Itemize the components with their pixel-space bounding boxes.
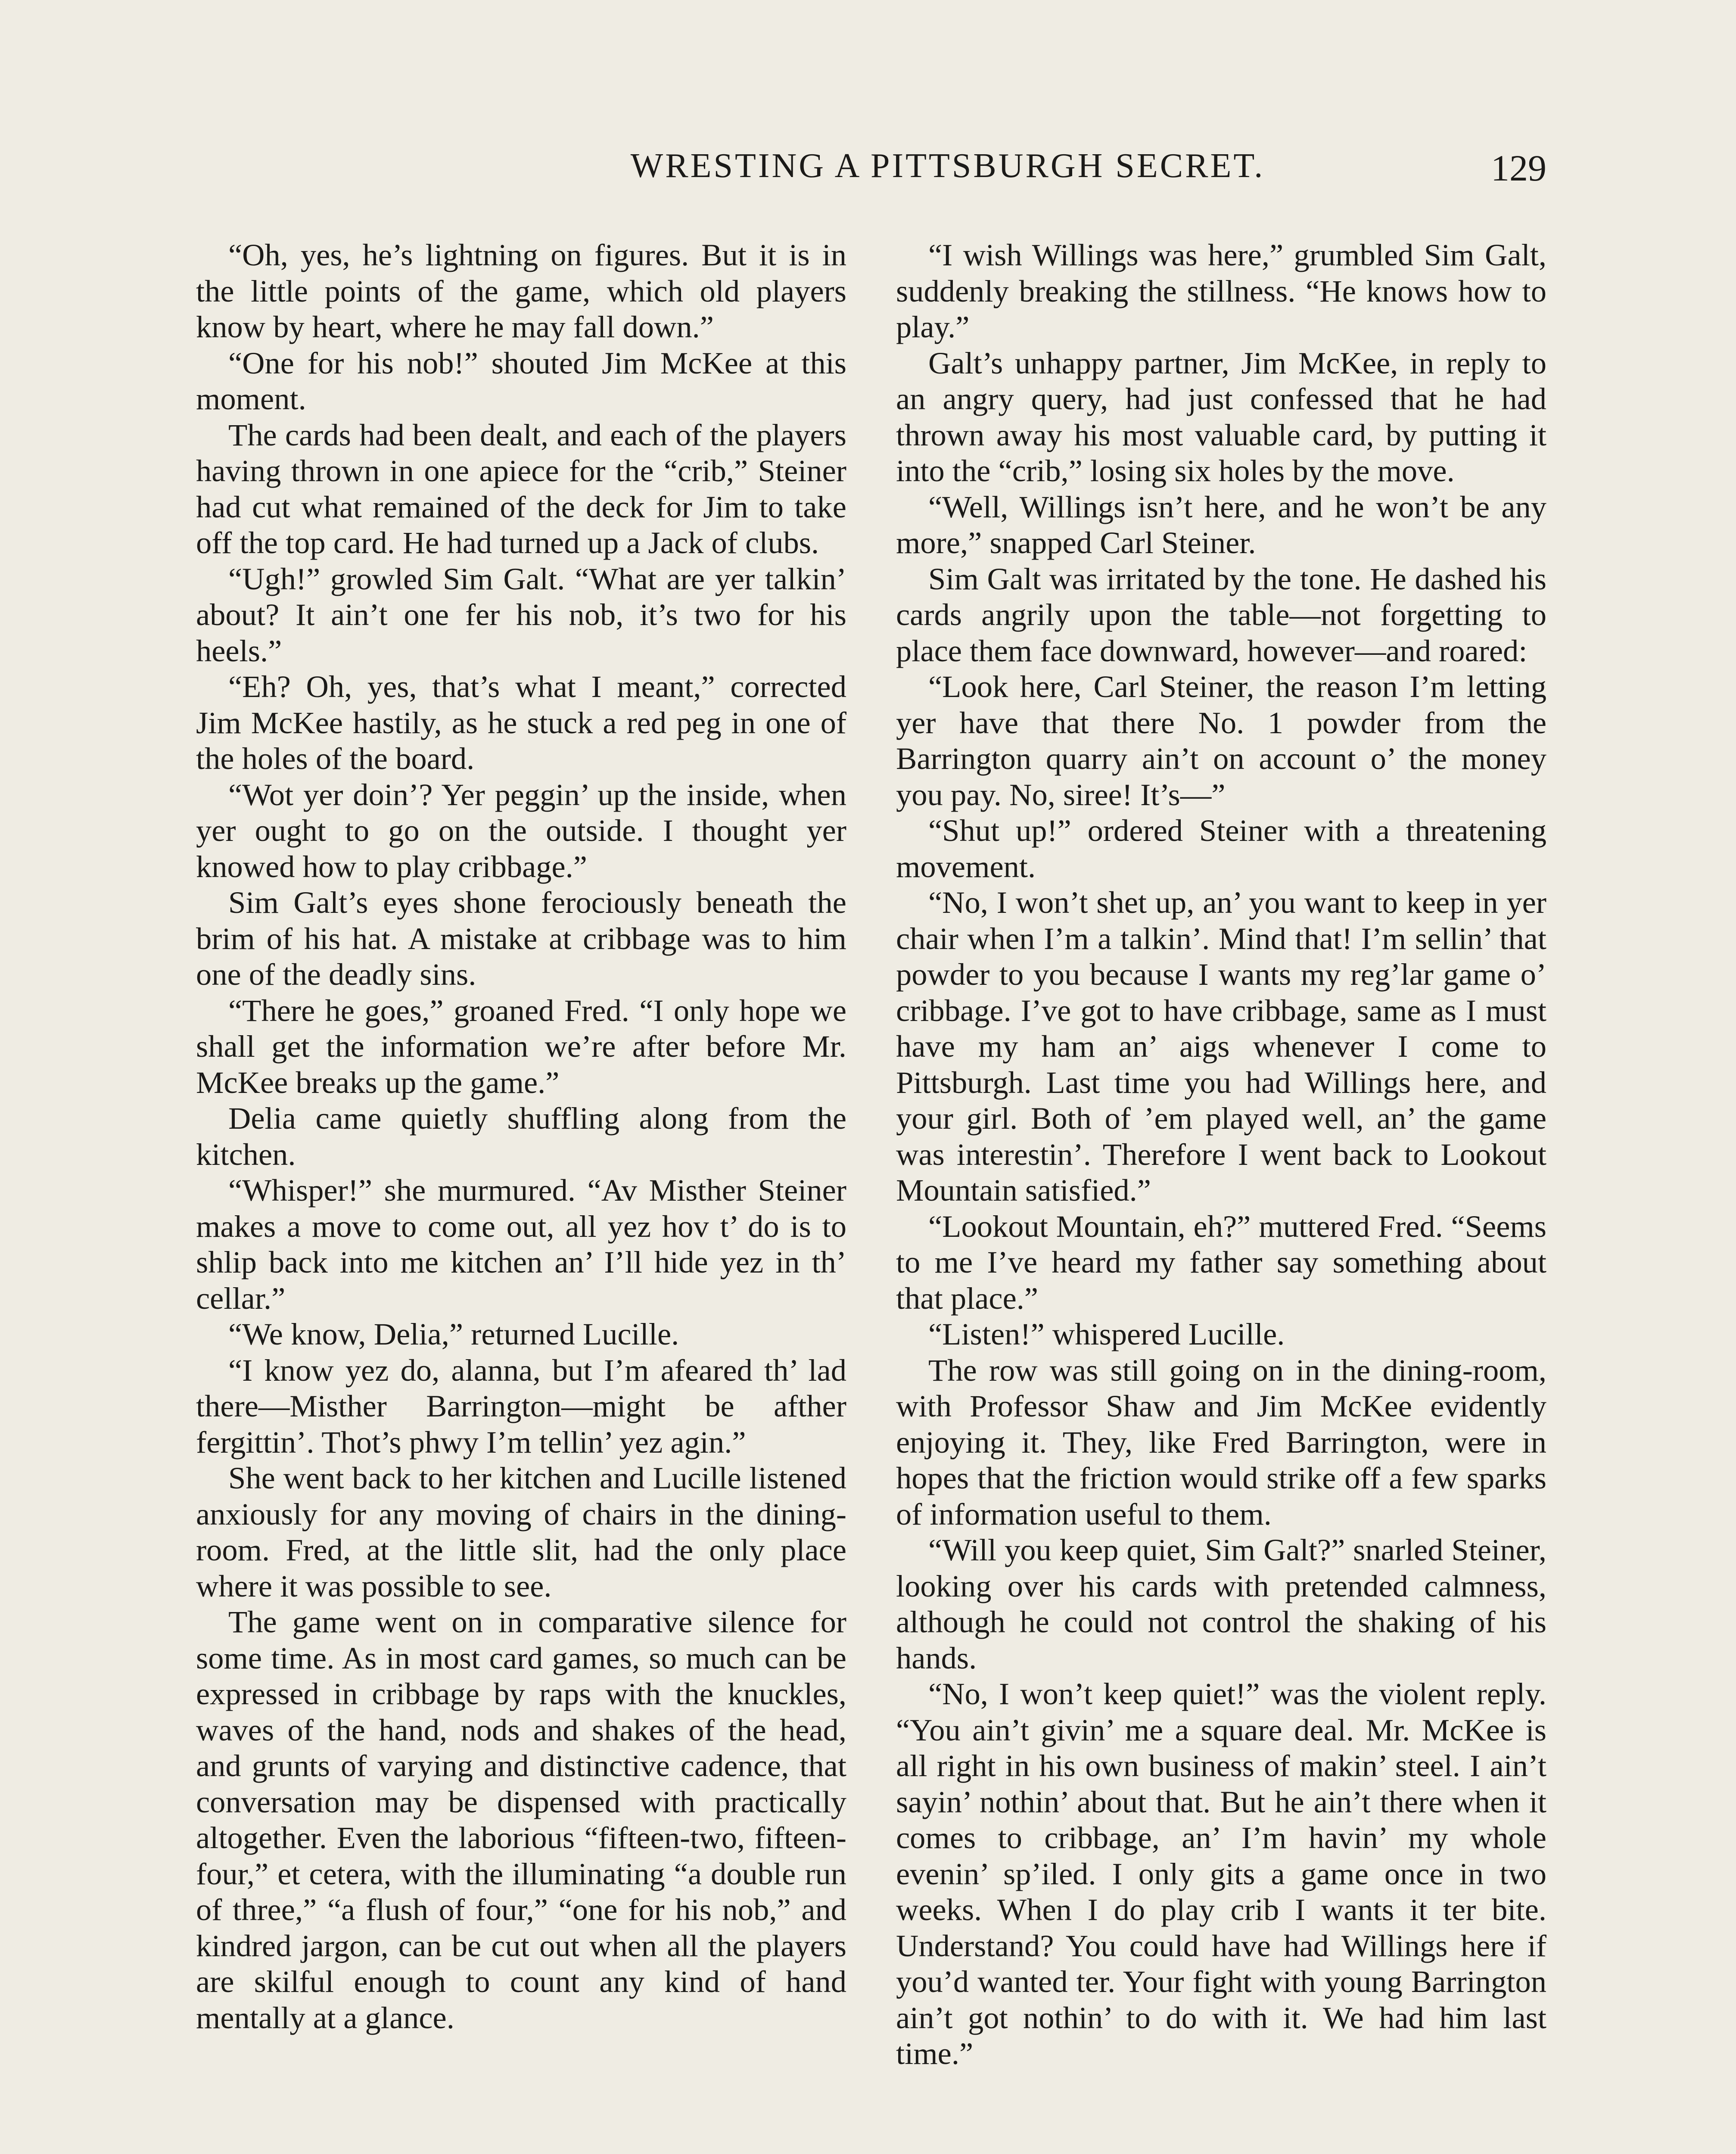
paragraph: Sim Galt was irritated by the tone. He dashed his cards angrily upon the table—not forgetting to place them face downward, however—and roared: [896,561,1546,668]
paragraph: “Well, Willings isn’t here, and he won’t be any more,” snapped Carl Steiner. [896,489,1546,560]
paragraph: “Whisper!” she murmured. “Av Misther Steiner makes a move to come out, all yez hov t’ do is to shlip back into me kitchen an’ I’ll hide yez in th’ cellar.” [196,1173,846,1316]
paragraph: She went back to her kitchen and Lucille listened anxiously for any moving of chairs in the dining-room. Fred, at the little slit, had the only place where it was possible to see. [196,1460,846,1603]
paragraph: The game went on in comparative silence for some time. As in most card games, so much can be expressed in cribbage by raps with the knuckles, waves of the hand, nods and shakes of the head, and grunts of varying and distinctive cadence, that conversation may be dispensed with practically altogether. Even the laborious “fifteen-two, fifteen-four,” et cetera, with the illuminating “a double run of three,” “a flush of four,” “one for his nob,” and kindred jargon, can be cut out when all the players are skilful enough to count any kind of hand mentally at a glance. [196,1604,846,2035]
paragraph: The row was still going on in the dining-room, with Professor Shaw and Jim McKee evidently enjoying it. They, like Fred Barrington, were in hopes that the friction would strike off a few sparks of information useful to them. [896,1352,1546,1531]
paragraph: “There he goes,” groaned Fred. “I only hope we shall get the information we’re after before Mr. McKee breaks up the game.” [196,993,846,1100]
paragraph: “No, I won’t keep quiet!” was the violent reply. “You ain’t givin’ me a square deal. Mr. McKee is all right in his own business of makin’ steel. I ain’t sayin’ nothin’ about that. But he ain’t there when it comes to cribbage, an’ I’m havin’ my whole evenin’ sp’iled. I only gits a game once in two weeks. When I do play crib I wants it ter bite. Understand? You could have had Willings here if you’d wanted ter. Your fight with young Barrington ain’t got nothin’ to do with it. We had him last time.” [896,1676,1546,2071]
paragraph: “Lookout Mountain, eh?” muttered Fred. “Seems to me I’ve heard my father say something about that place.” [896,1208,1546,1316]
paragraph: Galt’s unhappy partner, Jim McKee, in reply to an angry query, had just confessed that he had thrown away his most valuable card, by putting it into the “crib,” losing six holes by the move. [896,345,1546,488]
left-column [196,237,846,2036]
right-column [896,237,1546,2072]
paragraph: “Will you keep quiet, Sim Galt?” snarled Steiner, looking over his cards with pretended calmness, although he could not control the shaking of his hands. [896,1532,1546,1675]
paragraph: “One for his nob!” shouted Jim McKee at this moment. [196,345,846,416]
paragraph: “I wish Willings was here,” grumbled Sim Galt, suddenly breaking the stillness. “He knows how to play.” [896,237,1546,344]
paragraph: “We know, Delia,” returned Lucille. [228,1317,679,1351]
paragraph: “I know yez do, alanna, but I’m afeared th’ lad there—Misther Barrington—might be afther fergittin’. Thot’s phwy I’m tellin’ yez agin.” [196,1352,846,1460]
paragraph: “Listen!” whispered Lucille. [928,1317,1285,1351]
paragraph: “Eh? Oh, yes, that’s what I meant,” corrected Jim McKee hastily, as he stuck a red peg in one of the holes of the board. [196,669,846,776]
paragraph: “Ugh!” growled Sim Galt. “What are yer talkin’ about? It ain’t one fer his nob, it’s two for his heels.” [196,561,846,668]
paragraph: “Wot yer doin’? Yer peggin’ up the inside, when yer ought to go on the outside. I thought yer knowed how to play cribbage.” [196,777,846,884]
paragraph: “No, I won’t shet up, an’ you want to keep in yer chair when I’m a talkin’. Mind that! I’m sellin’ that powder to you because I wants my reg’lar game o’ cribbage. I’ve got to have cribbage, same as I must have my ham an’ aigs whenever I come to Pittsburgh. Last time you had Willings here, and your girl. Both of ’em played well, an’ the game was interestin’. Therefore I went back to Lookout Mountain satisfied.” [896,885,1546,1208]
paragraph: “Oh, yes, he’s lightning on figures. But it is in the little points of the game, which old players know by heart, where he may fall down.” [196,237,846,344]
running-title: WRESTING A PITTSBURGH SECRET. [630,147,1265,185]
paragraph: Sim Galt’s eyes shone ferociously beneath the brim of his hat. A mistake at cribbage was to him one of the deadly sins. [196,885,846,992]
paragraph: “Shut up!” ordered Steiner with a threatening movement. [896,813,1546,884]
page-number: 129 [1491,147,1546,189]
paragraph: “Look here, Carl Steiner, the reason I’m letting yer have that there No. 1 powder from the Barrington quarry ain’t on account o’ the money you pay. No, siree! It’s—” [896,669,1546,812]
paragraph: The cards had been dealt, and each of the players having thrown in one apiece for the “crib,” Steiner had cut what remained of the deck for Jim to take off the top card. He had turned up a Jack of clubs. [196,417,846,560]
paragraph: Delia came quietly shuffling along from the kitchen. [196,1101,846,1172]
